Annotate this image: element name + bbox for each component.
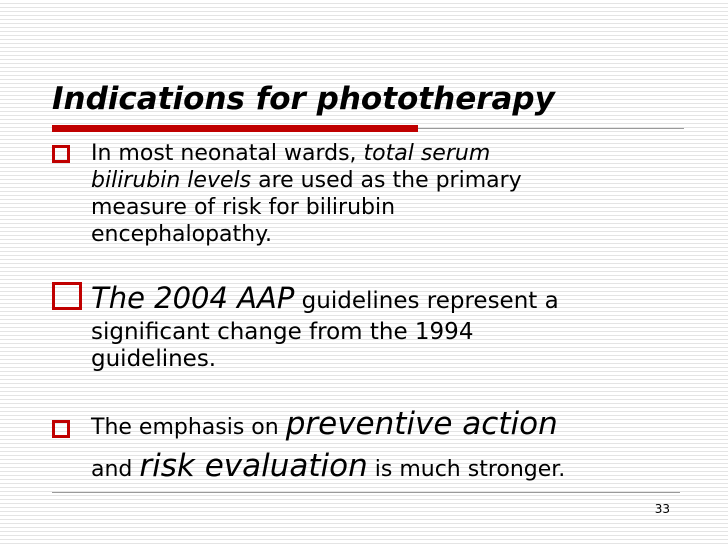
bullet-3	[52, 405, 652, 489]
bullet-1-line-1: In most neonatal wards, total serum	[91, 141, 491, 166]
page-number: 33	[654, 502, 670, 516]
bullet-3-line-1: The emphasis on preventive action	[91, 406, 558, 442]
title-underline-rule	[418, 128, 684, 129]
bullet-2-line-3: guidelines.	[91, 346, 217, 372]
bullet-2-line-1: The 2004 AAP guidelines represent a	[91, 281, 559, 315]
square-bullet-icon	[52, 282, 82, 310]
bullet-1-line-3: measure of risk for bilirubin	[91, 195, 396, 220]
square-bullet-icon	[52, 145, 70, 163]
footer-rule	[52, 492, 680, 493]
bullet-1	[52, 140, 652, 248]
bullet-1-line-4: encephalopathy.	[91, 222, 272, 247]
title-underline-accent	[52, 125, 418, 132]
bullet-2-line-2: significant change from the 1994	[91, 319, 474, 345]
bullet-2	[52, 280, 652, 373]
slide-title: Indications for phototherapy	[52, 81, 555, 117]
square-bullet-icon	[52, 420, 70, 438]
bullet-3-line-2: and risk evaluation is much stronger.	[91, 448, 566, 484]
bullet-1-line-2: bilirubin levels are used as the primary	[91, 168, 522, 193]
